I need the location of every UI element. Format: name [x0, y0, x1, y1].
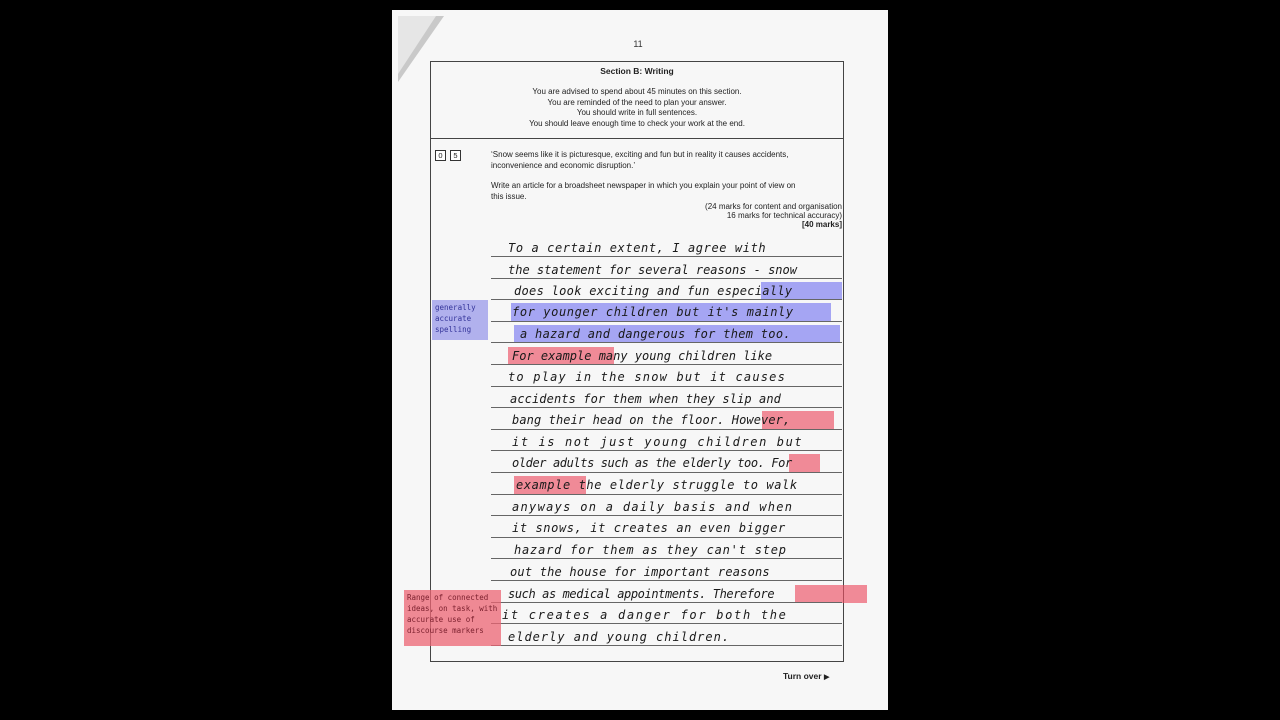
turn-over-label	[783, 671, 829, 681]
handwritten-line: example the elderly struggle to walk	[516, 478, 798, 492]
question-quote-line: ‘Snow seems like it is picturesque, exciting and fun but in reality it causes accidents,	[491, 150, 789, 159]
question-task-line: this issue.	[491, 191, 527, 201]
handwritten-line: it is not just young children but	[512, 435, 804, 449]
answer-rule	[491, 299, 842, 300]
handwritten-line: elderly and young children.	[508, 630, 731, 644]
annotation-spelling: generally accurate spelling	[432, 300, 488, 340]
handwritten-line: does look exciting and fun especially	[514, 284, 793, 298]
page-number: 11	[633, 39, 643, 49]
instruction-line: You are reminded of the need to plan your answer.	[547, 97, 727, 107]
handwritten-line: it snows, it creates an even bigger	[512, 521, 786, 535]
instruction-line: You should leave enough time to check your work at the end.	[529, 118, 745, 128]
question-task-line: Write an article for a broadsheet newspaper in which you explain your point of view on	[491, 181, 796, 190]
question-quote	[491, 150, 843, 171]
answer-rule	[491, 256, 842, 257]
handwritten-line: it creates a danger for both the	[502, 608, 788, 622]
answer-rule	[491, 558, 842, 559]
handwritten-line: to play in the snow but it causes	[508, 370, 787, 384]
answer-rule	[491, 645, 842, 646]
handwritten-line: out the house for important reasons	[510, 565, 770, 579]
handwritten-line: the statement for several reasons - snow	[508, 263, 797, 277]
question-number-digit: 0	[435, 150, 446, 161]
answer-rule	[491, 278, 842, 279]
instruction-line: You should write in full sentences.	[576, 108, 698, 117]
question-quote-line: inconvenience and economic disruption.’	[491, 160, 636, 170]
answer-rule	[491, 364, 842, 365]
handwritten-line: For example many young children like	[512, 349, 773, 363]
answer-rule	[491, 580, 842, 581]
answer-rule	[491, 321, 842, 322]
handwritten-line: hazard for them as they can't step	[514, 543, 787, 557]
marks-allocation	[705, 202, 842, 229]
handwritten-line: a hazard and dangerous for them too.	[520, 327, 791, 341]
handwritten-line: anyways on a daily basis and when	[512, 500, 794, 514]
answer-rule	[491, 602, 842, 603]
handwritten-line: accidents for them when they slip and	[510, 392, 782, 406]
annotation-connectives: Range of connected ideas, on task, with accurate use of discourse markers	[404, 590, 501, 646]
answer-rule	[491, 472, 842, 473]
question-number-digit: 5	[450, 150, 461, 161]
turn-over-arrow-icon: ▶	[823, 674, 830, 681]
handwritten-line: for younger children but it's mainly	[512, 305, 794, 319]
answer-rule	[491, 515, 842, 516]
section-title: Section B: Writing	[600, 66, 674, 76]
marks-line: 16 marks for technical accuracy)	[726, 211, 842, 220]
marks-total: [40 marks]	[801, 220, 842, 229]
handwritten-line: To a certain extent, I agree with	[508, 241, 767, 255]
answer-rule	[491, 342, 842, 343]
answer-rule	[491, 429, 842, 430]
answer-rule	[491, 623, 842, 624]
handwritten-line: such as medical appointments. Therefore	[508, 587, 775, 601]
turn-over-text: Turn over	[783, 671, 822, 681]
question-task	[491, 181, 843, 202]
marks-line: (24 marks for content and organisation	[705, 202, 842, 211]
answer-rule	[491, 450, 842, 451]
answer-rule	[491, 537, 842, 538]
handwritten-line: older adults such as the elderly too. For	[512, 456, 792, 470]
answer-rule	[491, 386, 842, 387]
highlight-discourse-marker	[795, 585, 867, 603]
highlight-discourse-marker	[789, 454, 820, 472]
handwritten-line: bang their head on the floor. However,	[512, 413, 791, 427]
answer-rule	[491, 494, 842, 495]
answer-rule	[491, 407, 842, 408]
header-separator	[430, 138, 844, 139]
instruction-line: You are advised to spend about 45 minutes on this section.	[532, 87, 742, 96]
